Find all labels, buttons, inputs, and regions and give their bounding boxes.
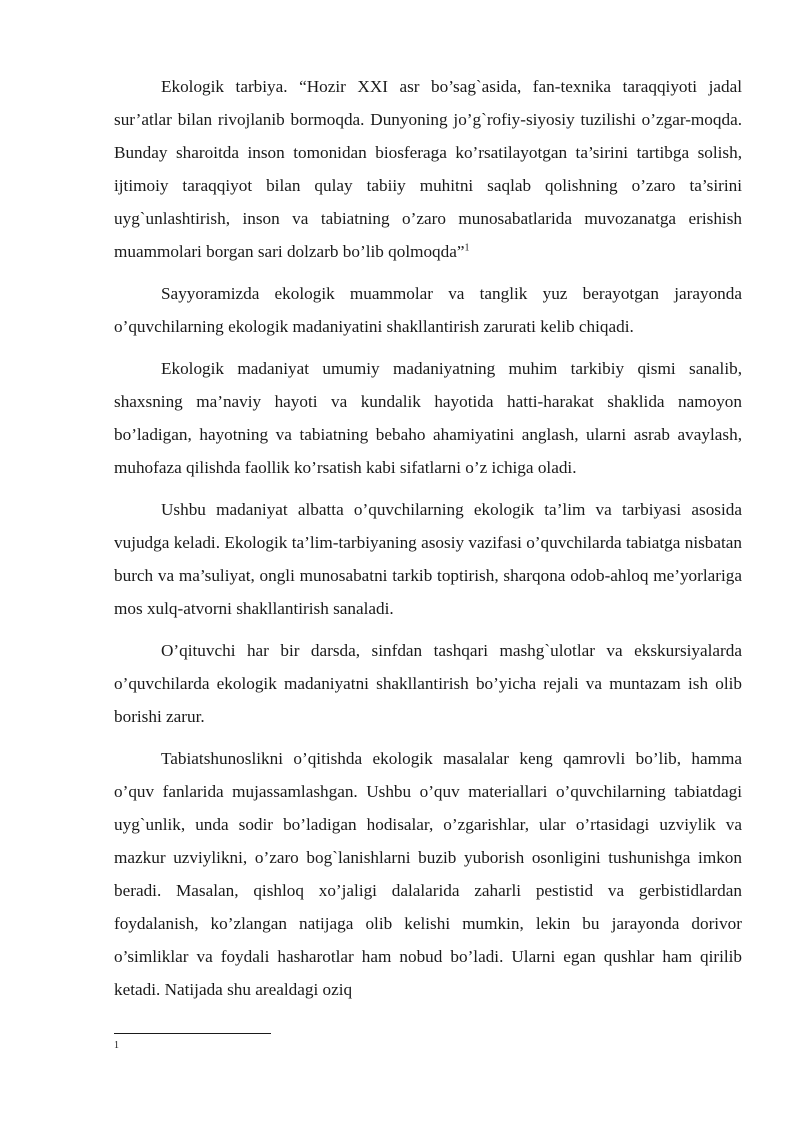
paragraph-text: Tabiatshunoslikni o’qitishda ekologik masalalar keng qamrovli bo’lib, hamma o’quv fanlarida mujassamlashgan. Ushbu o’quv materiallari o’quvchilarning tabiatdagi uyg`unlik, unda sodir bo’ladigan hodisalar, o’zgarishlar, ular o’rtasidagi uzviylik va mazkur uzviylikni, o’zaro bog`lanishlarni buzib yuborish osonligini tushunishga imkon beradi. Masalan, qishloq xo’jaligi dalalarida zaharli pestistid va gerbistidlardan foydalanish, ko’zlangan natijaga olib kelishi mumkin, lekin bu jarayonda dorivor o’simliklar va foydali hasharotlar ham nobud bo’ladi. Ularni egan qushlar ham qirilib ketadi. Natijada shu arealdagi oziq — [114, 749, 742, 999]
footnote-number: 1 — [114, 1040, 119, 1051]
paragraph-text: Ekologik tarbiya. “Hozir XXI asr bo’sag`asida, fan-texnika taraqqiyoti jadal sur’atlar bilan rivojlanib bormoqda. Dunyoning jo’g`rofiy-siyosiy tuzilishi o’zgar-moqda. Bunday sharoitda inson tomonidan biosferaga ko’rsatilayotgan ta’sirini tartibga solish, ijtimoiy taraqqiyot bilan qulay tabiiy muhitni saqlab qolishning o’zaro ta’sirini uyg`unlashtirish, inson va tabiatning o’zaro munosabatlarida muvozanatga erishish muammolari borgan sari dolzarb bo’lib qolmoqda” — [114, 77, 742, 261]
paragraph-text: O’qituvchi har bir darsda, sinfdan tashqari mashg`ulotlar va ekskursiyalarda o’quvchilarda ekologik madaniyatni shakllantirish bo’yicha rejali va muntazam ish olib borishi zarur. — [114, 641, 742, 726]
paragraph-ushbu-madaniyat — [114, 493, 742, 625]
paragraph-text: Ushbu madaniyat albatta o’quvchilarning ekologik ta’lim va tarbiyasi asosida vujudga keladi. Ekologik ta’lim-tarbiyaning asosiy vazifasi o’quvchilarda tabiatga nisbatan burch va ma’suliyat, ongli munosabatni tarkib toptirish, sharqona odob-ahloq me’yorlariga mos xulq-atvorni shakllantirish sanaladi. — [114, 500, 742, 618]
paragraph-text: Sayyoramizda ekologik muammolar va tanglik yuz berayotgan jarayonda o’quvchilarning ekologik madaniyatini shakllantirish zarurati kelib chiqadi. — [114, 284, 742, 336]
paragraph-ekologik-madaniyat — [114, 352, 742, 484]
footnote-separator — [114, 1033, 271, 1034]
paragraph-sayyoramizda — [114, 277, 742, 343]
paragraph-text: Ekologik madaniyat umumiy madaniyatning muhim tarkibiy qismi sanalib, shaxsning ma’naviy hayoti va kundalik hayotida hatti-harakat shaklida namoyon bo’ladigan, hayotning va tabiatning bebaho ahamiyatini anglash, ularni asrab avaylash, muhofaza qilishda faollik ko’rsatish kabi sifatlarni o’z ichiga oladi. — [114, 359, 742, 477]
paragraph-tabiatshunoslik — [114, 742, 742, 1006]
document-body — [114, 70, 742, 1015]
paragraph-ekologik-tarbiya — [114, 70, 742, 268]
paragraph-oqituvchi — [114, 634, 742, 733]
footnote-reference[interactable]: 1 — [464, 242, 470, 254]
